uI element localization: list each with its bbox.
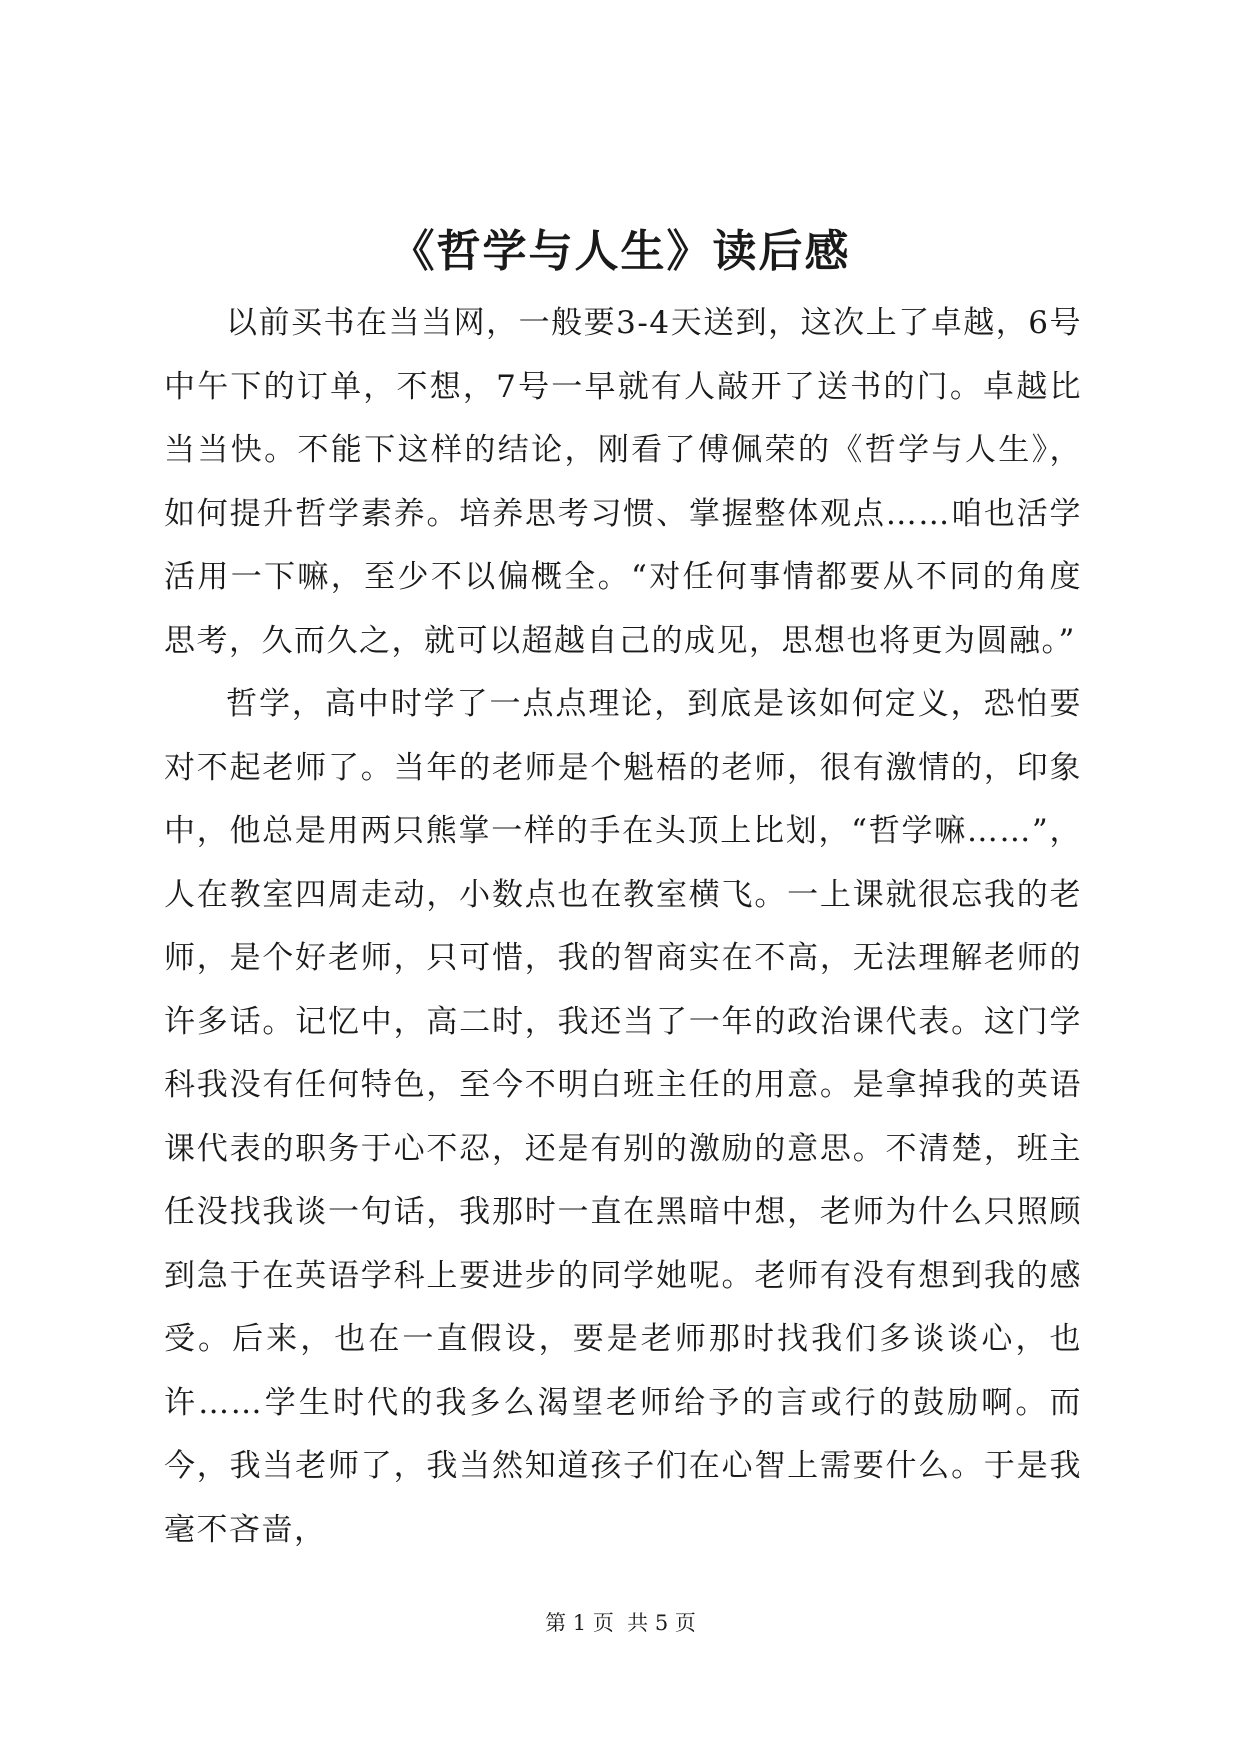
document-title: 《哲学与人生》读后感 (390, 226, 851, 277)
paragraph-2: 哲学，高中时学了一点点理论，到底是该如何定义，恐怕要对不起老师了。当年的老师是个魁梧的老师，很有激情的，印象中，他总是用两只熊掌一样的手在头顶上比划，“哲学嘛……”，人在教室四周走动，小数点也在教室横飞。一上课就很忘我的老师，是个好老师，只可惜，我的智商实在不高，无法理解老师的许多话。记忆中，高二时，我还当了一年的政治课代表。这门学科我没有任何特色，至今不明白班主任的用意。是拿掉我的英语课代表的职务于心不忍，还是有别的激励的意思。不清楚，班主任没找我谈一句话，我那时一直在黑暗中想，老师为什么只照顾到急于在英语学科上要进步的同学她呢。老师有没有想到我的感受。后来，也在一直假设，要是老师那时找我们多谈谈心，也许……学生时代的我多么渴望老师给予的言或行的鼓励啊。而今，我当老师了，我当然知道孩子们在心智上需要什么。于是我毫不吝啬， (164, 686, 1082, 1548)
document-body (164, 292, 1082, 1562)
page-number-label: 第 1 页 共 5 页 (545, 1611, 696, 1635)
paragraph-1: 以前买书在当当网，一般要3-4天送到，这次上了卓越，6号中午下的订单，不想，7号一早就有人敲开了送书的门。卓越比当当快。不能下这样的结论，刚看了傅佩荣的《哲学与人生》，如何提升哲学素养。培养思考习惯、掌握整体观点……咱也活学活用一下嘛，至少不以偏概全。“对任何事情都要从不同的角度思考，久而久之，就可以超越自己的成见，思想也将更为圆融。” (164, 305, 1082, 659)
page-footer (0, 1608, 1241, 1638)
